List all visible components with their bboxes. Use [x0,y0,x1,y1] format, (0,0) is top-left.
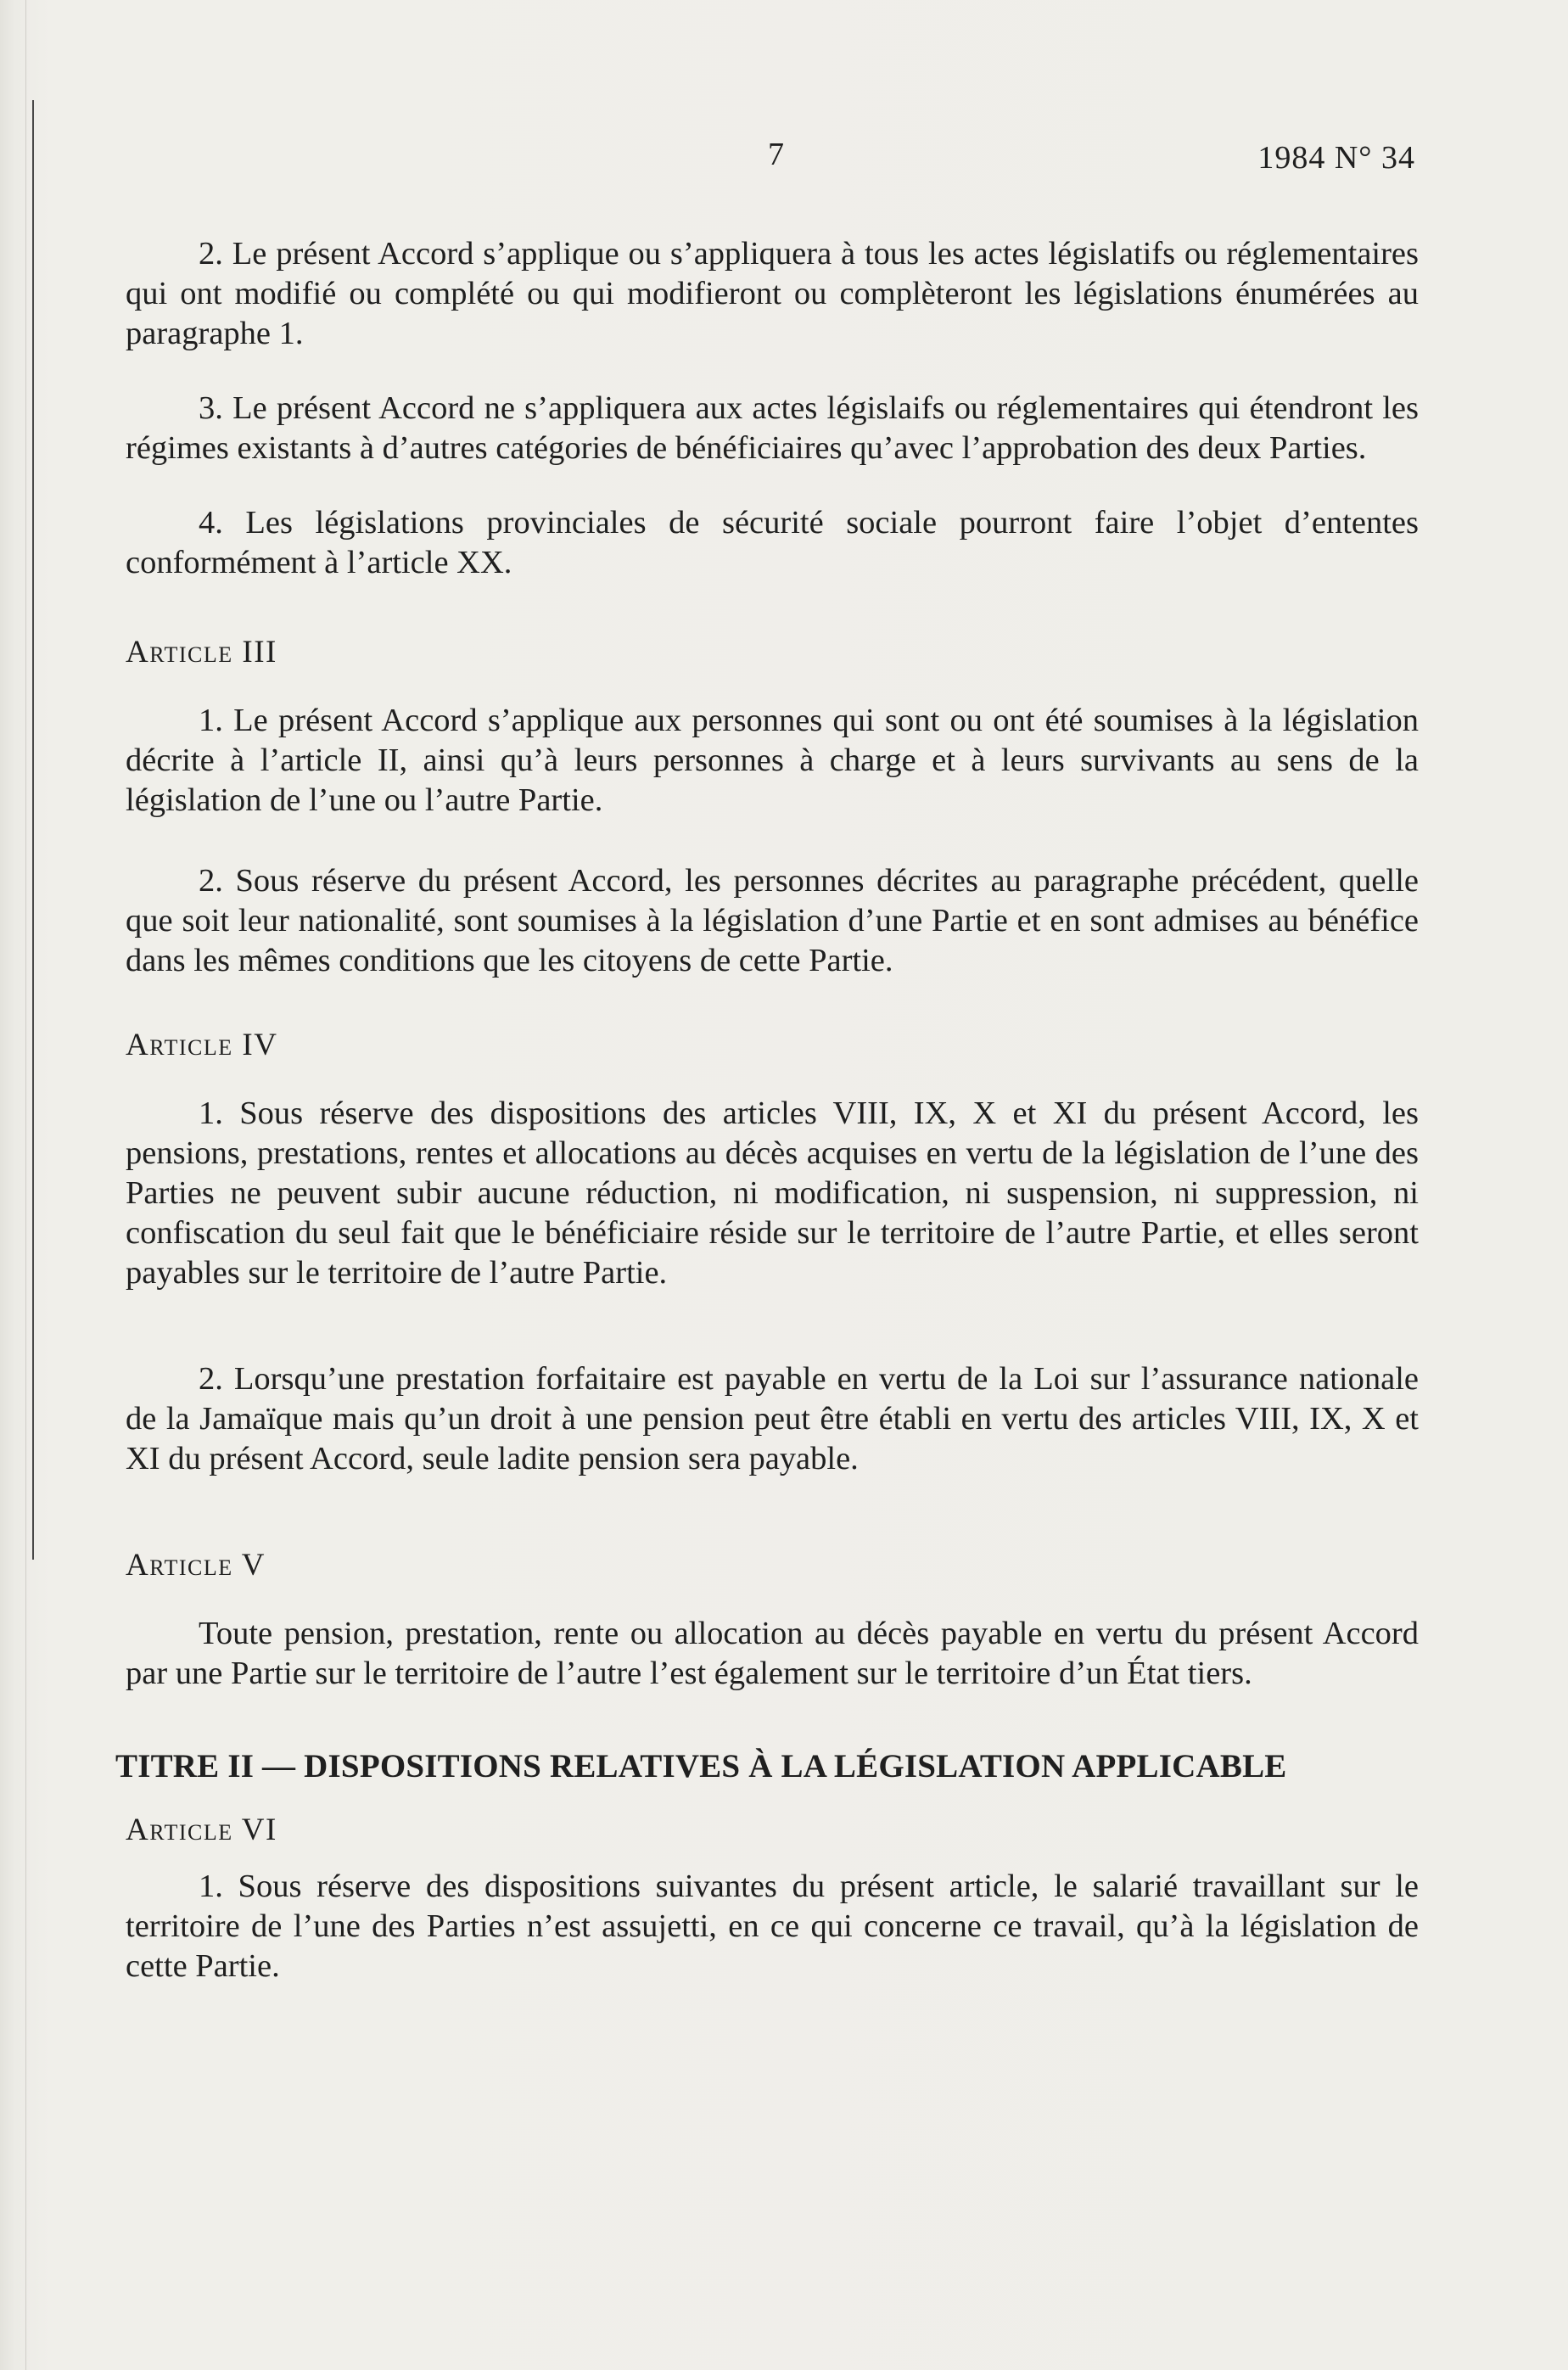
paragraph-article-v: Toute pension, prestation, rente ou allocation au décès payable en vertu du présent Accord par une Partie sur le territoire de l’autre l’est également sur le territoire d’un État tiers. [126,1616,1419,1691]
titre-ii-heading: TITRE II — DISPOSITIONS RELATIVES À LA LÉGISLATION APPLICABLE [115,1748,1287,1785]
year-number-label: 1984 N° 34 [1257,140,1415,176]
paragraph-article-iv-1: 1. Sous réserve des dispositions des articles VIII, IX, X et XI du présent Accord, les pensions, prestations, rentes et allocations au décès acquises en vertu de la législation de l’une des Parties ne peuvent subir aucune réduction, ni modification, ni suspension, ni suppression, ni confiscation du seul fait que le bénéficiaire réside sur le territoire de l’autre Partie, et elles seront payables sur le territoire de l’autre Partie. [126,1095,1419,1291]
article-v-heading: Article V [126,1548,266,1583]
paragraph-article-iii-2: 2. Sous réserve du présent Accord, les personnes décrites au paragraphe précédent, quelle que soit leur nationalité, sont soumises à la législation d’une Partie et en sont admises au bénéfice dans les mêmes conditions que les citoyens de cette Partie. [126,863,1419,978]
paragraph-article-ii-3: 3. Le présent Accord ne s’appliquera aux actes législaifs ou réglementaires qui étendront les régimes existants à d’autres catégories de bénéficiaires qu’avec l’approbation des deux Parties. [126,390,1419,466]
binding-rule [32,100,34,1560]
article-vi-heading: Article VI [126,1813,277,1847]
paragraph-article-iv-2: 2. Lorsqu’une prestation forfaitaire est payable en vertu de la Loi sur l’assurance nationale de la Jamaïque mais qu’un droit à une pension peut être établi en vertu des articles VIII, IX, X et XI du présent Accord, seule ladite pension sera payable. [126,1361,1419,1476]
paragraph-article-vi-1: 1. Sous réserve des dispositions suivantes du présent article, le salarié travaillant sur le territoire de l’une des Parties n’est assujetti, en ce qui concerne ce travail, qu’à la législation de cette Partie. [126,1869,1419,1984]
paragraph-article-ii-4: 4. Les législations provinciales de sécurité sociale pourront faire l’objet d’ententes conformément à l’article XX. [126,505,1419,580]
paragraph-article-ii-2: 2. Le présent Accord s’applique ou s’appliquera à tous les actes législatifs ou réglementaires qui ont modifié ou complété ou qui modifieront ou complèteront les législations énumérées au paragraphe 1. [126,236,1419,351]
paragraph-article-iii-1: 1. Le présent Accord s’applique aux personnes qui sont ou ont été soumises à la législation décrite à l’article II, ainsi qu’à leurs personnes à charge et à leurs survivants au sens de la législation de l’une ou l’autre Partie. [126,703,1419,818]
document-body [115,234,1419,1986]
article-iv-heading: Article IV [126,1028,278,1062]
page-header [0,136,1568,187]
page-number: 7 [768,137,784,172]
page-edge-line [25,0,26,2370]
article-iii-heading: Article III [126,635,277,670]
